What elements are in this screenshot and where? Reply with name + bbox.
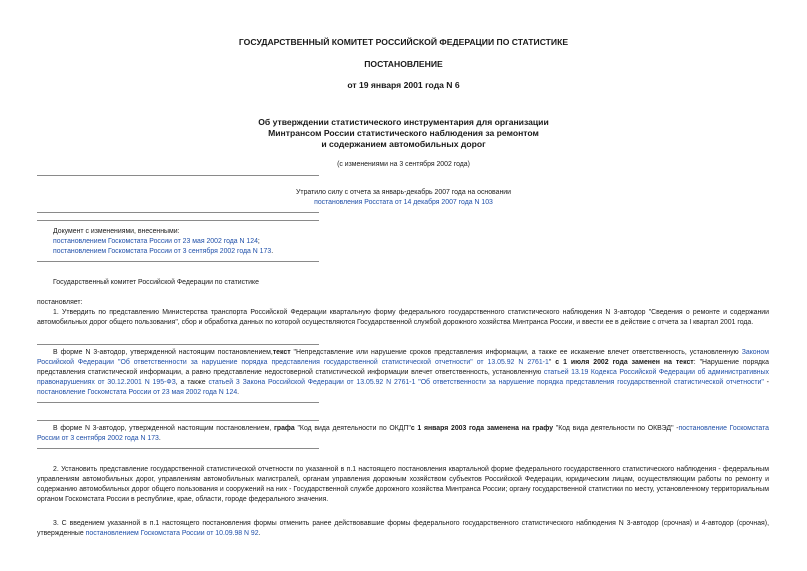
- divider: [37, 448, 319, 449]
- decree-124-link[interactable]: постановление Госкомстата России от 23 мая 2002 года N 124: [37, 389, 238, 396]
- law-article-link[interactable]: статьей 3 Закона Российской Федерации от 13.05.92 N 2761-1 "Об ответственности за нарушение порядка представления государственной статистической отчетности": [208, 379, 764, 386]
- note-1-paragraph: В форме N 3-автодор, утвержденной настоящим постановлением,текст "Непредставление или нарушение сроков представления информации, а также ее искажение влечет ответственность, установленную Законом Российской Федерации "Об ответственности за нарушение порядка представления государственной статистической отчетности" от 13.05.92 N 2761-1" с 1 июля 2002 года заменен на текст: "Нарушение порядка представления статистической информации, а равно представление недостоверной статистической информации влечет ответственность, установленную статьей 13.19 Кодекса Российской Федерации об административных правонарушениях от 30.12.2001 N 195-ФЗ, а также статьей 3 Закона Российской Федерации от 13.05.92 N 2761-1 "Об ответственности за нарушение порядка представления государственной статистической отчетности" - постановление Госкомстата России от 23 мая 2002 года N 124.: [37, 349, 769, 396]
- issuer-text: Государственный комитет Российской Федерации по статистике: [53, 279, 259, 286]
- item-1-paragraph: 1. Утвердить по представлению Министерства транспорта Российской Федерации квартальную форму федерального государственного статистического наблюдения N 3-автодор "Сведения о ремонте и содержании автомобильных дорог общего пользования", сбор и обработка данных по которой осуществляются Государственной службой дорожного хозяйства Минтранса России, и ввести ее в действие с отчета за I квартал 2001 года.: [37, 309, 769, 326]
- divider: [37, 212, 319, 213]
- divider: [37, 261, 319, 262]
- amendment-note: (с изменениями на 3 сентября 2002 года): [337, 161, 470, 168]
- code-article-link[interactable]: статьей 13.19 Кодекса Российской Федерации об административных правонарушениях от 30.12.2001 N 195-ФЗ: [37, 369, 769, 386]
- divider: [37, 402, 319, 403]
- expired-note: Утратило силу с отчета за январь-декабрь 2007 года на основании: [296, 189, 511, 196]
- changes-item: постановлением Госкомстата России от 3 сентября 2002 года N 173.: [53, 248, 274, 255]
- agency-heading: ГОСУДАРСТВЕННЫЙ КОМИТЕТ РОССИЙСКОЙ ФЕДЕРАЦИИ ПО СТАТИСТИКЕ: [238, 37, 569, 47]
- changes-heading: Документ с изменениями, внесенными:: [53, 228, 180, 235]
- item-2-paragraph: 2. Установить представление государственной статистической отчетности по указанной в п.1 настоящего постановления квартальной форме федерального государственного статистического наблюдения - федеральным управлениям автомобильных дорог, управлениям автомобильных магистралей, органам управления дорожным хозяйством субъектов Российской Федерации, юридическим лицам, осуществляющим работы по ремонту и содержанию автомобильных дорог общего пользования и сооружений на них - Государственной службе дорожного хозяйства Минтранса России; органу государственной статистики по месту, установленному территориальным органом Госкомстата России в республике, крае, области, городе федерального значения.: [37, 466, 769, 503]
- note-2-paragraph: В форме N 3-автодор, утвержденной настоящим постановлением, графа "Код вида деятельности по ОКДП"с 1 января 2003 года заменена на графу "Код вида деятельности по ОКВЭД" -постановление Госкомстата России от 3 сентября 2002 года N 173.: [37, 425, 769, 442]
- decree-92-link[interactable]: постановлением Госкомстата России от 10.09.98 N 92: [85, 530, 259, 537]
- divider: [37, 420, 319, 421]
- date-number-heading: от 19 января 2001 года N 6: [347, 80, 460, 90]
- title-line-3: и содержанием автомобильных дорог: [321, 139, 486, 149]
- decrees-text: постановляет:: [37, 299, 83, 306]
- divider: [37, 220, 319, 221]
- title-line-2: Минтрансом России статистического наблюдения за ремонтом: [268, 128, 539, 138]
- item-3-paragraph: 3. С введением указанной в п.1 настоящего постановления формы отменить ранее действовавшие формы федерального государственного статистического наблюдения N 3-автодор (срочная) и 4-автодор (срочная), утвержденные постановлением Госкомстата России от 10.09.98 N 92.: [37, 520, 769, 537]
- divider: [37, 175, 319, 176]
- changes-link-1[interactable]: постановлением Госкомстата России от 23 мая 2002 года N 124: [53, 238, 258, 245]
- expired-link[interactable]: постановления Росстата от 14 декабря 2007 года N 103: [314, 199, 493, 206]
- decree-173-link[interactable]: постановление Госкомстата России от 3 сентября 2002 года N 173: [37, 425, 769, 442]
- title-line-1: Об утверждении статистического инструментария для организации: [258, 117, 549, 127]
- divider: [37, 344, 319, 345]
- changes-link-2[interactable]: постановлением Госкомстата России от 3 сентября 2002 года N 173: [53, 248, 272, 255]
- changes-item: постановлением Госкомстата России от 23 мая 2002 года N 124;: [53, 238, 260, 245]
- doc-type-heading: ПОСТАНОВЛЕНИЕ: [364, 59, 443, 69]
- law-link[interactable]: Законом Российской Федерации "Об ответственности за нарушение порядка представления государственной статистической отчетности" от 13.05.92 N 2761-1: [37, 349, 769, 366]
